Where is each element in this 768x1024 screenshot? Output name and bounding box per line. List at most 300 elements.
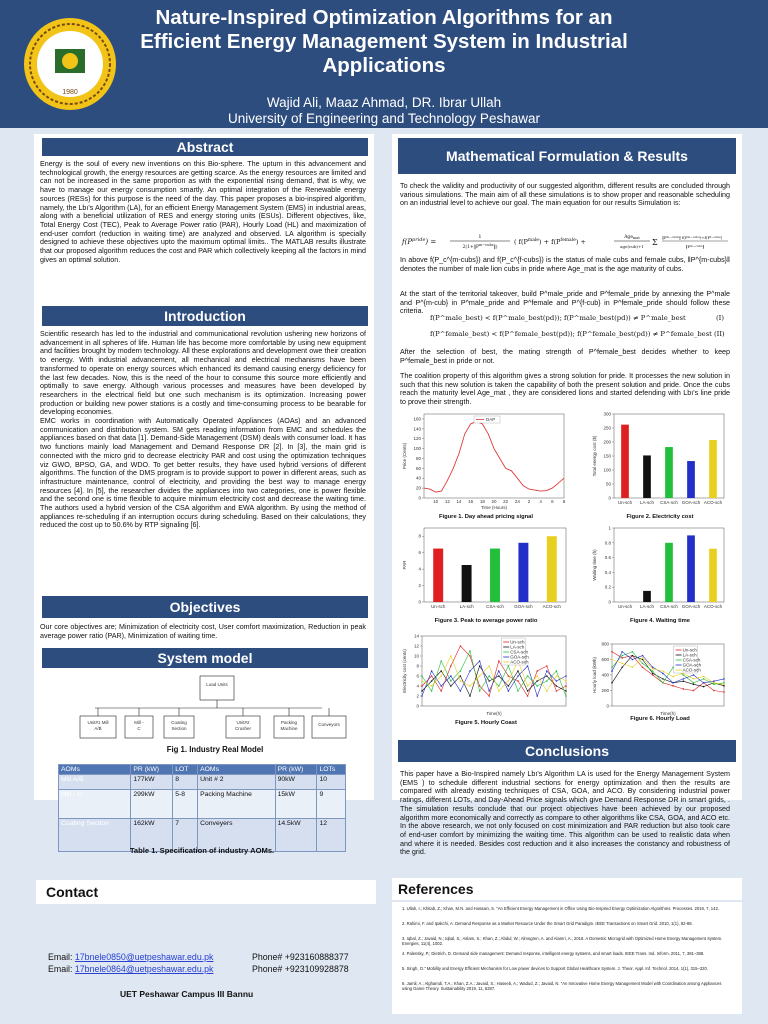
poster-title: Nature-Inspired Optimization Algorithms for an Efficient Energy Management System in Industrial Applications xyxy=(140,6,628,77)
series-point xyxy=(682,678,684,680)
table-header-cell: AOMs xyxy=(59,765,131,775)
table-header-cell: LOTs xyxy=(317,765,346,775)
series-point xyxy=(431,680,433,682)
reference-item: 3. Iqbal, Z.; Javaid, N.; Iqbal, S.; Aslam, S.; Khan, Z.; Abdul, W.; Almogren, A. and Alamri, A., 2018. A Domestic Microgrid with Optimized Home Energy Management System. Energies, 11(4), 1002. xyxy=(402,936,723,947)
y-tick-label: 0 xyxy=(418,599,421,605)
poster-authors xyxy=(120,95,648,127)
bar xyxy=(518,543,528,602)
criterion-1: f(P^male_best) < f(P^male_best(pd)); f(P^male_best(pd)) ≠ P^male_best xyxy=(430,314,686,322)
series-point xyxy=(703,678,705,680)
x-tick-label: GOA-sch xyxy=(514,604,533,609)
x-tick-label: GOA-sch xyxy=(681,500,701,505)
series-point xyxy=(693,678,695,680)
series-point xyxy=(440,670,442,672)
x-tick-label: 24 xyxy=(514,499,520,504)
bar xyxy=(687,461,695,498)
chart-hourly-load xyxy=(590,640,730,720)
series-point xyxy=(672,682,674,684)
unit-label: Machine xyxy=(280,726,298,731)
series-point xyxy=(565,685,567,687)
series-point xyxy=(713,682,715,684)
series-point xyxy=(421,690,423,692)
x-tick-label: 12 xyxy=(444,499,450,504)
series-point xyxy=(611,670,613,672)
series-point xyxy=(479,665,481,667)
y-tick-label: 4 xyxy=(416,683,419,689)
series-point xyxy=(488,695,490,697)
y-tick-label: 0 xyxy=(608,599,611,605)
series-point xyxy=(498,690,500,692)
series-point xyxy=(527,690,529,692)
series-point xyxy=(440,685,442,687)
fig1-caption: Fig 1. Industry Real Model xyxy=(166,745,264,754)
chart-peak-to-average xyxy=(400,522,572,618)
x-tick-label: 6 xyxy=(551,499,554,504)
y-tick-label: 20 xyxy=(415,485,421,491)
x-tick-label: CSA-sch xyxy=(660,604,678,609)
y-tick-label: 200 xyxy=(601,688,609,693)
table1-caption: Table 1. Specification of industry AOMs. xyxy=(129,846,275,855)
legend-label: ACO-sch xyxy=(682,667,701,673)
y-axis-label: Electricity cost (cents) xyxy=(402,649,407,693)
series-point xyxy=(703,682,705,684)
contact-phone-2: Phone# +923109928878 xyxy=(252,964,349,974)
svg-text:Load Units: Load Units xyxy=(206,682,228,687)
x-tick-label: 14 xyxy=(456,499,462,504)
y-tick-label: 0.8 xyxy=(604,540,611,546)
y-tick-label: 150 xyxy=(603,453,611,459)
criterion-1-number: (I) xyxy=(716,314,724,322)
series-point xyxy=(621,663,623,665)
y-axis-label: PAR xyxy=(402,560,407,570)
y-tick-label: 0 xyxy=(606,703,609,709)
y-tick-label: 1 xyxy=(608,525,611,531)
bar xyxy=(643,455,651,498)
aom-specification-table xyxy=(58,764,346,852)
fig-caption-2: Figure 2. Electricity cost xyxy=(626,514,694,520)
series-point xyxy=(498,670,500,672)
series-point xyxy=(682,688,684,690)
series-point xyxy=(723,691,725,693)
svg-text:1: 1 xyxy=(478,234,482,240)
conclusions-text: This paper have a Bio-Inspired namely Lbı's Algorithm LA is used for the Energy Management System (EMS ) to schedule different industrial sections for energy optimization and then the results are compared with already existing techniques of CSA, GOA, and ACO. By considering industrial power ratings, different LOTs, and Day-Ahead Price signals which give Demand Response DR in smart grids, . The simulation results conclude that our project objectives have been achieved by our proposed algorithm more economically and correctly as compare to other algorithms like CSA, GOA, and ACO etc. In the above research, we not only focused on cost minimization and PAR reduction but also took care of end-user comfort by minimizing the waiting time. This algorithm can be used to realistic data when and where it is needed. Besides cost reduction and it also increases the constancy and robustness of the grid. xyxy=(400,770,730,857)
y-tick-label: 14 xyxy=(413,633,419,639)
series-point xyxy=(565,690,567,692)
svg-text:f(Ppride) =: $f(P^{pride})$ = xyxy=(402,237,437,246)
contact-email-2: Email: 17bnele0864@uetpeshawar.edu.pk xyxy=(48,964,214,974)
series-point xyxy=(652,673,654,675)
series-point xyxy=(421,695,423,697)
math-text-5: The coalition property of this algorithm gives a strong solution for pride. It processes the new solution in such that this new solution is taken the capability of both the present solution and pride. Once the cubs reach the maturity level Age_mat , they are considered lions and started defending with Lbı's line pride to prove their strength. xyxy=(400,372,730,407)
bar xyxy=(643,591,651,602)
bar xyxy=(709,549,717,602)
chart-hourly-cost xyxy=(400,632,572,720)
table-cell: 10 xyxy=(317,775,346,790)
legend-label: LA-sch xyxy=(510,644,525,650)
series-point xyxy=(632,666,634,668)
series-point xyxy=(632,651,634,653)
y-tick-label: 0.6 xyxy=(604,555,611,561)
y-axis-label: Hourly load (kWh) xyxy=(592,656,597,694)
series-point xyxy=(632,659,634,661)
x-tick-label: 4 xyxy=(539,499,542,504)
fig-caption-3: Figure 3. Peak to average power ratio xyxy=(434,618,538,624)
series-point xyxy=(527,685,529,687)
bar xyxy=(687,535,695,602)
svg-text:‖Pm−cubs‖ f(Pm−cubs)+f(Pf−cubs: $‖P^{m-cubs}‖$ $f(P^{m-cubs})+f(P^{f-cubs})$ xyxy=(662,235,723,240)
table-cell: Conveyers xyxy=(198,819,276,852)
criterion-2: f(P^female_best) < f(P^female_best(pd)); f(P^female_best(pd)) ≠ P^female_best xyxy=(430,330,712,338)
fig-caption-4: Figure 4. Waiting time xyxy=(629,618,690,624)
y-tick-label: 10 xyxy=(413,653,419,659)
series-point xyxy=(450,655,452,657)
series-point xyxy=(527,675,529,677)
series-point xyxy=(469,685,471,687)
series-point xyxy=(508,680,510,682)
y-tick-label: 0 xyxy=(416,703,419,709)
x-tick-label: CSA-sch xyxy=(660,500,678,505)
legend-label: Un-sch xyxy=(510,639,525,645)
series-point xyxy=(450,685,452,687)
reference-item: 2. Rahimi, F. and Ipakchi, A. Demand Response as a Market Resource Under the Smart Grid Paradigm. IEEE Transactions on Smart Grid. 2010, 1(1), 82-88. xyxy=(402,921,693,926)
table-cell: 90kW xyxy=(275,775,317,790)
series-point xyxy=(488,680,490,682)
table-cell: Mill - C xyxy=(59,790,131,819)
series-point xyxy=(546,670,548,672)
series-point xyxy=(431,675,433,677)
series-point xyxy=(536,680,538,682)
email-link-1[interactable]: 17bnele0850@uetpeshawar.edu.pk xyxy=(74,952,214,962)
math-text-3: At the start of the territorial takeover, build P^male_pride and P^female_pride by annexing the P^male and P^{m-cub} in P^male_pride and P^female and P^{f-cub} in P^female_pride should follow these criteria. xyxy=(400,290,730,316)
series-point xyxy=(469,650,471,652)
x-tick-label: LA-sch xyxy=(639,604,655,609)
series-point xyxy=(723,682,725,684)
bar xyxy=(547,536,557,602)
y-tick-label: 2 xyxy=(416,693,419,699)
svg-text:( f(Pmale) + f(Pfemale) +: ( $f(P^{male}) + f(P^{female})$ + xyxy=(514,238,586,246)
y-tick-label: 0.2 xyxy=(604,584,611,590)
y-tick-label: 600 xyxy=(601,657,609,662)
y-tick-label: 40 xyxy=(415,475,421,481)
series-point xyxy=(621,651,623,653)
reference-item: 6. Jamil, A.; Alghamdi, T.A.; Khan, Z.A.; Javaid, S.; Haseeb, A.; Wadud, Z.; Javaid, N. "An Innovative Home Energy Management Model with Coordination among Appliances using Game Theory. Sustainability 2019, 11, 6287. xyxy=(402,981,722,992)
series-point xyxy=(703,676,705,678)
series-point xyxy=(479,685,481,687)
series-point xyxy=(479,660,481,662)
table-cell: 5-8 xyxy=(173,790,198,819)
university-logo xyxy=(22,16,118,112)
x-tick-label: ACO-sch xyxy=(542,604,561,609)
y-tick-label: 400 xyxy=(601,672,609,678)
table-header-cell: LOT xyxy=(173,765,198,775)
series-point xyxy=(723,684,725,686)
series-point xyxy=(652,674,654,676)
x-axis-label: Time(h) xyxy=(486,711,502,716)
series-point xyxy=(632,655,634,657)
series-point xyxy=(517,670,519,672)
series-point xyxy=(546,665,548,667)
x-axis-label: Time (Hours) xyxy=(480,505,508,510)
series-point xyxy=(652,670,654,672)
series-point xyxy=(527,695,529,697)
series-point xyxy=(508,675,510,677)
series-point xyxy=(565,695,567,697)
series-point xyxy=(536,695,538,697)
references-list xyxy=(392,902,742,1014)
series-point xyxy=(556,680,558,682)
abstract-heading: Abstract xyxy=(42,138,368,156)
unit-label: Mill - xyxy=(134,720,144,725)
svg-text:‖Pm−cubs‖: $‖P^{m-cubs}‖$ xyxy=(685,244,705,249)
series-point xyxy=(431,685,433,687)
series-point xyxy=(556,690,558,692)
legend-label: DAP xyxy=(486,417,496,422)
legend-label: GOA-sch xyxy=(682,662,702,668)
series-point xyxy=(440,660,442,662)
series-point xyxy=(565,675,567,677)
svg-text:Agemat: Age$_{mat}$ xyxy=(624,235,640,240)
y-tick-label: 80 xyxy=(415,455,421,461)
y-tick-label: 0 xyxy=(418,495,421,501)
table-cell: 177kW xyxy=(131,775,173,790)
x-tick-label: LA-sch xyxy=(639,500,655,505)
x-tick-label: ACO-sch xyxy=(703,604,723,609)
series-point xyxy=(508,685,510,687)
y-tick-label: 100 xyxy=(603,467,611,473)
contact-phone-1: Phone# +923160888377 xyxy=(252,952,349,962)
chart-electricity-cost xyxy=(590,408,730,514)
reference-item: 5. Singh, O." Mobility and Energy Efficient Mechanism for Low power devices to Support Global Healthcare System. J. Theor. Appl. Inf. Technol. 2014, 1(1), 315–320. xyxy=(402,966,708,971)
series-point xyxy=(469,655,471,657)
series-point xyxy=(682,680,684,682)
series-point xyxy=(460,670,462,672)
y-tick-label: 60 xyxy=(415,465,421,471)
series-point xyxy=(460,690,462,692)
series-point xyxy=(611,666,613,668)
series-point xyxy=(682,674,684,676)
series-point xyxy=(450,675,452,677)
bar xyxy=(665,543,673,602)
fig-caption-6: Figure 6. Hourly Load xyxy=(630,716,690,722)
series-point xyxy=(621,655,623,657)
y-tick-label: 4 xyxy=(418,566,421,572)
y-tick-label: 6 xyxy=(416,673,419,679)
introduction-text: Scientific research has led to the industrial and communicational revolution ushering new horizons of advancement in all spheres of life. Human life has become more comfortable by using new equipment and facilities brought by modern technology. All these explorations and development owe their creation to energy. With industrial advancement, all mechanical and electrical mechanisms have been transformed to operate on energy sources which enhanced its demand causing energy deficiency for the last few decades. Now, this is the need of the hour to consume this source more efficiently and optimally to save energy. Although various processes and measures have been developed by researchers in the electrical field but one such mechanism is its optimization. Increasing power production or building new power stations is a costly and time-consuming process to be bearable for developing economies. EMC works in coordination with Automatically Operated Appliances (AOAs) and an advanced communication and distribution system. SM gets reading information from EMC and schedules the appliances based on that data [1]. Demand-Side Management (DSM) deals with consumer load. It has two functions mainly load Management and Demand Response DR [2]. In [3], the main grid is connected with the micro grid to decrease electricity PAR and cost using the optimization techniques viz GWO, BPSO, GA, and WDO. To get better results, they have used hybrid versions of different algorithms. The function of the DMS program is to provide support to power in different areas, such as infrastructure maintenance, control of electricity, and providing the best way to manage energy resources [4]. In [5], the researcher divides the appliances into two categories, one is power flexible and the second one is time flexible to acquire minimum electricity cost and decrease the waiting time. The authors used a hybrid version of the CSA algorithm and EWA algorithm. By using the method of appliances re-scheduling if an interruption occurs during scheduling. Based on their calculations, they reduced the cost up to 50.6% by RTP signaling [6]. xyxy=(40,330,366,530)
y-tick-label: 160 xyxy=(413,416,421,422)
series-point xyxy=(565,680,567,682)
table-header-cell: PR (kW) xyxy=(275,765,317,775)
affiliation-line: University of Engineering and Technology Peshawar xyxy=(228,111,540,126)
y-tick-label: 120 xyxy=(413,436,421,442)
series-point xyxy=(536,675,538,677)
series-point xyxy=(450,680,452,682)
y-tick-label: 0 xyxy=(608,495,611,501)
series-point xyxy=(693,682,695,684)
series-point xyxy=(611,659,613,661)
series-point xyxy=(642,657,644,659)
y-axis-label: Total energy cost ($) xyxy=(592,435,597,477)
table-cell: 299kW xyxy=(131,790,173,819)
email-link-2[interactable]: 17bnele0864@uetpeshawar.edu.pk xyxy=(74,964,214,974)
series-point xyxy=(611,682,613,684)
series-point xyxy=(693,684,695,686)
unit-label: Packing xyxy=(280,720,298,725)
y-tick-label: 6 xyxy=(418,550,421,556)
y-tick-label: 800 xyxy=(601,641,609,647)
series-point xyxy=(693,674,695,676)
unit-label: C xyxy=(137,726,141,731)
series-point xyxy=(713,680,715,682)
svg-text:age(cub)+1: age(cub)+1 xyxy=(620,244,644,249)
y-tick-label: 300 xyxy=(603,411,611,417)
series-point xyxy=(431,690,433,692)
math-text-2: In above f(P_c^{m-cubs}) and f(P_c^{f-cubs}) is the status of male cubs and female cubs, ‖P^{m-cubs}‖ denotes the number of male lion cubs in pride where Age_mat is the age maturity of cubs. xyxy=(400,256,730,273)
chart-waiting-time xyxy=(590,522,730,618)
chart-day-ahead-pricing xyxy=(400,408,572,514)
unit-label: Coating xyxy=(171,720,187,725)
y-tick-label: 250 xyxy=(603,425,611,431)
table-cell: Mill A/B xyxy=(59,775,131,790)
x-tick-label: GOA-sch xyxy=(681,604,701,609)
table-cell: 14.5kW xyxy=(275,819,317,852)
table-cell: 12 xyxy=(317,819,346,852)
series-point xyxy=(536,670,538,672)
series-point xyxy=(479,690,481,692)
series-point xyxy=(672,685,674,687)
x-tick-label: Un-sch xyxy=(431,604,446,609)
svg-text:Σ: Σ xyxy=(652,238,658,247)
y-tick-label: 2 xyxy=(418,583,421,589)
series-point xyxy=(693,690,695,692)
table-row xyxy=(59,775,346,790)
y-tick-label: 50 xyxy=(605,481,611,487)
x-tick-label: 20 xyxy=(491,499,497,504)
series-point xyxy=(460,645,462,647)
bar xyxy=(665,447,673,498)
bar xyxy=(462,565,472,602)
series-point xyxy=(662,678,664,680)
series-point xyxy=(488,675,490,677)
series-point xyxy=(488,690,490,692)
series-point xyxy=(621,666,623,668)
legend-label: GOA-sch xyxy=(510,654,529,660)
svg-text:2(1+‖Pm−cubs‖): $2(1+‖P^{m-cubs}‖)$ xyxy=(462,243,498,250)
authors-line: Wajid Ali, Maaz Ahmad, DR. Ibrar Ullah xyxy=(266,95,502,110)
series-point xyxy=(662,673,664,675)
series-point xyxy=(642,663,644,665)
objectives-heading: Objectives xyxy=(42,596,368,618)
series-point xyxy=(662,670,664,672)
series-point xyxy=(723,685,725,687)
x-tick-label: LA-sch xyxy=(459,604,474,609)
legend-label: ACO-sch xyxy=(510,659,529,665)
main-equation xyxy=(400,226,730,256)
table-cell: Unit # 2 xyxy=(198,775,276,790)
y-tick-label: 8 xyxy=(418,533,421,539)
series-point xyxy=(652,668,654,670)
y-axis-label: Price (Cents) xyxy=(402,442,407,470)
svg-text:1980: 1980 xyxy=(62,89,78,96)
series-point xyxy=(498,660,500,662)
legend-label: Un-sch xyxy=(682,647,697,653)
series-point xyxy=(440,675,442,677)
table-header-cell: AOMs xyxy=(198,765,276,775)
series-point xyxy=(508,665,510,667)
table-cell: 8 xyxy=(173,775,198,790)
series-point xyxy=(498,685,500,687)
series-point xyxy=(421,675,423,677)
unit-label: Section xyxy=(171,726,187,731)
x-tick-label: 16 xyxy=(468,499,474,504)
series-point xyxy=(517,680,519,682)
references-heading: References xyxy=(392,878,742,900)
series-point xyxy=(421,685,423,687)
series-point xyxy=(546,680,548,682)
math-intro-text: To check the validity and productivity of our suggested algorithm, different results are concluded through various simulations. The main aim of all these simulations is to show proper and reasonable scheduling on an industrial level to achieve our goal. The main equation for our results Simulation is: xyxy=(400,182,730,208)
x-tick-label: CSA-sch xyxy=(486,604,504,609)
series-point xyxy=(723,678,725,680)
load-units-box xyxy=(200,676,234,700)
table-cell: Coating Section xyxy=(59,819,131,852)
unit-label: Unit#1 Mill xyxy=(87,720,109,725)
contact-email-1: Email: 17bnele0850@uetpeshawar.edu.pk xyxy=(48,952,214,962)
x-tick-label: Un-sch xyxy=(617,604,633,609)
series-point xyxy=(517,690,519,692)
series-point xyxy=(450,665,452,667)
table-cell: 9 xyxy=(317,790,346,819)
y-axis-label: Waiting time (h) xyxy=(592,549,597,581)
series-point xyxy=(508,690,510,692)
objectives-text: Our core objectives are; Minimization of electricity cost, User comfort maximization, Reduction in peak average power ratio (PAR), Minimization of waiting time. xyxy=(40,623,366,640)
series-point xyxy=(556,670,558,672)
y-tick-label: 0.4 xyxy=(604,569,611,575)
unit-label: Unit#2 xyxy=(236,720,250,725)
series-point xyxy=(498,675,500,677)
math-results-heading: Mathematical Formulation & Results xyxy=(398,138,736,174)
unit-label: A/B xyxy=(94,726,102,731)
table-row xyxy=(59,790,346,819)
bar xyxy=(709,440,717,498)
series-point xyxy=(642,666,644,668)
unit-box xyxy=(312,716,346,738)
x-tick-label: 10 xyxy=(433,499,439,504)
series-point xyxy=(517,675,519,677)
series-point xyxy=(546,690,548,692)
math-text-4: After the selection of best, the mating strength of P^female_best decides whether to keep P^female_best in pride or not. xyxy=(400,348,730,365)
series-point xyxy=(713,684,715,686)
y-tick-label: 100 xyxy=(413,446,421,452)
y-tick-label: 12 xyxy=(413,643,419,649)
series-point xyxy=(469,695,471,697)
table-cell: 162kW xyxy=(131,819,173,852)
x-tick-label: Un-sch xyxy=(617,500,633,505)
series-point xyxy=(611,651,613,653)
reference-item: 1. Ullah, I.; Khitab, Z.; Khan, M.N. and Hussain, S. "An Efficient Energy Management in Office Using Bio-Inspired Energy Optimization Algorithms. Processes. 2019, 7, 142. xyxy=(402,906,719,911)
campus-label: UET Peshawar Campus III Bannu xyxy=(120,989,254,999)
series-point xyxy=(440,690,442,692)
x-tick-label: 2 xyxy=(527,499,531,504)
series-point xyxy=(460,675,462,677)
y-tick-label: 8 xyxy=(416,663,419,669)
series-point xyxy=(469,670,471,672)
series-point xyxy=(621,657,623,659)
y-tick-label: 140 xyxy=(413,426,421,432)
series-point xyxy=(546,675,548,677)
x-axis-label: Time(h) xyxy=(660,711,676,716)
series-point xyxy=(527,665,529,667)
series-point xyxy=(431,670,433,672)
legend-label: CSA-sch xyxy=(510,649,528,655)
